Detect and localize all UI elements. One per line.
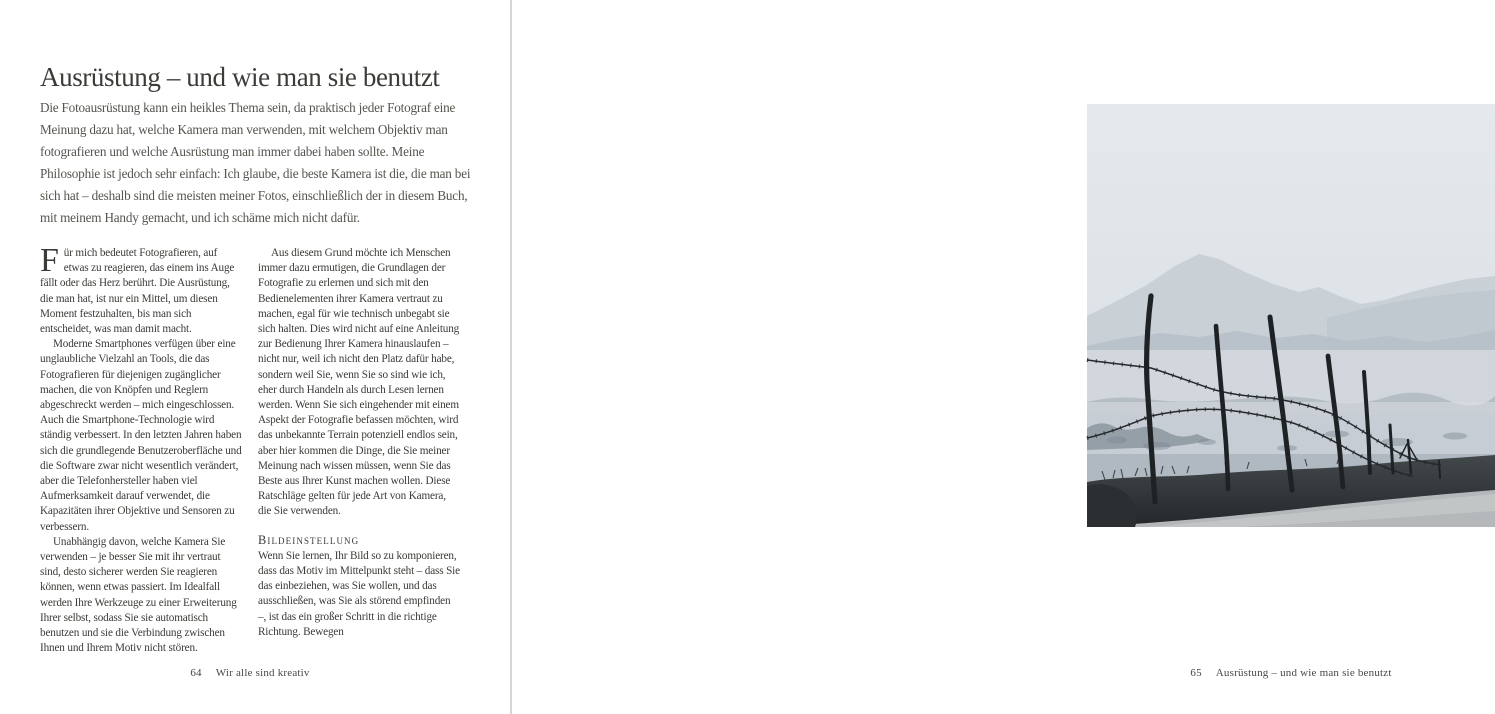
- page-number: 65: [1190, 667, 1202, 679]
- paragraph: Unabhängig davon, welche Kamera Sie verwenden – je besser Sie mit ihr vertraut sind, desto sicherer werden Sie reagieren können, wenn etwas passiert. Im Idealfall werden Ihre Werkzeuge zu einer Erweiterung Ihrer selbst, sodass Sie sie automatisch benutzen und sie die Verbindung zwischen Ihnen und Ihrem Motiv nicht stören.: [40, 535, 237, 655]
- page-number: 64: [190, 667, 202, 679]
- paragraph: Moderne Smartphones verfügen über eine unglaubliche Vielzahl an Tools, die das Fotografieren für diejenigen zugänglicher machen, die von Knöpfen und Reglern abgeschreckt werden – mich eingeschlossen. Auch die Smartphone-Technologie wird ständig verbessert. In den letzten Jahren haben sich die grundlegende Benutzeroberfläche und die Software zwar nicht wesentlich verändert, aber die Telefonhersteller haben viel Aufmerksamkeit darauf verwendet, die Kapazitäten ihrer Objektive und Sensoren zu verbessern.: [40, 338, 242, 533]
- paragraph-text: ür mich bedeutet Fotografieren, auf etwas zu reagieren, das einem ins Auge fällt oder das Herz berührt. Die Ausrüstung, die man hat, ist nur ein Mittel, um diesen Moment festzuhalten, bis man sich entscheidet, was man damit macht.: [40, 247, 235, 336]
- text-column-right: [258, 246, 460, 640]
- fence-photo-svg: [1087, 104, 1495, 527]
- intro-paragraph: Die Fotoausrüstung kann ein heikles Thema sein, da praktisch jeder Fotograf eine Meinung dazu hat, welche Kamera man verwenden, mit welchem Objektiv man fotografieren und welche Ausrüstung man immer dabei haben sollte. Meine Philosophie ist jedoch sehr einfach: Ich glaube, die beste Kamera ist die, die man bei sich hat – deshalb sind die meisten meiner Fotos, einschließlich der in diesem Buch, mit meinem Handy gemacht, und ich schäme mich nicht dafür.: [40, 100, 471, 225]
- left-page: [0, 0, 510, 714]
- text-column-left: [40, 242, 242, 656]
- paragraph: Wenn Sie lernen, Ihr Bild so zu komponieren, dass das Motiv im Mittelpunkt steht – dass Sie das einbeziehen, was Sie wollen, und das ausschließen, was Sie als störend empfinden –, ist das ein großer Schritt in die richtige Richtung. Bewegen: [258, 549, 460, 638]
- page-title: Ausrüstung – und wie man sie benutzt: [40, 62, 440, 93]
- fence-photo: [1087, 104, 1495, 527]
- paragraph: [40, 242, 242, 337]
- drop-cap: F: [40, 242, 59, 279]
- footer-chapter-title: Ausrüstung – und wie man sie benutzt: [1215, 667, 1392, 679]
- right-page: [512, 0, 1392, 714]
- footer-chapter-title: Wir alle sind kreativ: [215, 667, 310, 679]
- right-page-footer: [1087, 667, 1495, 679]
- section-heading: Bildeinstellung: [258, 532, 360, 547]
- left-page-footer: [40, 667, 460, 679]
- paragraph: Aus diesem Grund möchte ich Menschen immer dazu ermutigen, die Grundlagen der Fotografie zu erlernen und sich mit den Bedienelementen ihrer Kamera vertraut zu machen, egal für wie technisch unbegabt sie sich halten. Dies wird nicht auf eine Anleitung zur Bedienung Ihrer Kamera hinauslaufen – nicht nur, weil ich nicht den Platz dafür habe, sondern weil Sie, wenn Sie so sind wie ich, eher durch Handeln als durch Lesen lernen werden. Wenn Sie sich eingehender mit einem Aspekt der Fotografie befassen möchten, wird das unbekannte Terrain potenziell endlos sein, aber hier kommen die Dinge, die Sie meiner Meinung nach wissen müssen, wenn Sie das Beste aus Ihrer Kunst machen wollen. Diese Ratschläge gelten für jede Art von Kamera, die Sie verwenden.: [258, 247, 460, 518]
